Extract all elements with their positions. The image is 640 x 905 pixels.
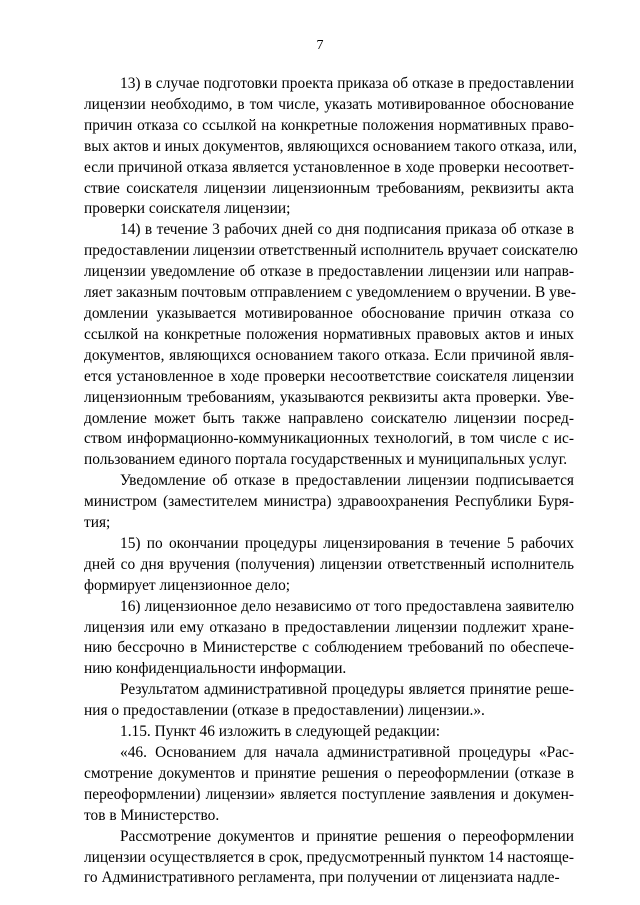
text-line: домлении указывается мотивированное обоснование причин отказа со [84, 304, 574, 322]
text-line: ния о предоставлении (отказе в предоставлении) лицензии.». [84, 702, 485, 720]
paragraph [84, 220, 578, 471]
text-line: лицензии уведомление об отказе в предоставлении лицензии или направ- [84, 263, 574, 281]
text-line: ством информационно-коммуникационных технологий, в том числе с ис- [84, 430, 574, 448]
paragraph [84, 471, 574, 534]
paragraph [84, 680, 574, 722]
text-line: ется установленное в ходе проверки несоответствие соискателя лицензии [84, 367, 574, 385]
text-line: предоставлении лицензии ответственный исполнитель вручает соискателю [84, 242, 578, 260]
text-line: лицензия или ему отказано в предоставлении лицензии подлежит хране- [84, 618, 574, 636]
text-line: тов в Министерство. [84, 806, 220, 824]
text-line: тия; [84, 514, 111, 532]
text-line: 16) лицензионное дело независимо от того предоставлена заявителю [120, 597, 574, 615]
paragraph [84, 597, 574, 681]
text-line: переоформлении) лицензии» является поступление заявления и докумен- [84, 785, 574, 803]
text-line: Рассмотрение документов и принятие решения о переоформлении [120, 827, 574, 845]
text-line: 13) в случае подготовки проекта приказа об отказе в предоставлении [120, 75, 574, 92]
paragraph [84, 534, 574, 597]
paragraph [84, 722, 574, 743]
text-line: дней со дня вручения (получения) лицензии ответственный исполнитель [84, 555, 574, 573]
text-line: 1.15. Пункт 46 изложить в следующей редакции: [120, 723, 441, 741]
text-line: причин отказа со ссылкой на конкретные положения нормативных право- [84, 116, 574, 134]
text-line: проверки соискателя лицензии; [84, 200, 291, 218]
text-line: лицензии необходимо, в том числе, указать мотивированное обоснование [84, 95, 574, 113]
document-body [84, 74, 578, 889]
text-line: пользованием единого портала государственных и муниципальных услуг. [84, 451, 568, 469]
text-line: лицензии осуществляется в срок, предусмотренный пунктом 14 настояще- [84, 848, 574, 866]
paragraph [84, 743, 574, 827]
text-line: лицензионным требованиям, указываются реквизиты акта проверки. Уве- [84, 388, 574, 406]
text-line: нию бессрочно в Министерстве с соблюдением требований по обеспече- [84, 639, 574, 657]
text-line: министром (заместителем министра) здравоохранения Республики Буря- [84, 493, 574, 511]
text-line: ляет заказным почтовым отправлением с уведомлением о вручении. В уве- [84, 284, 576, 302]
text-line: «46. Основанием для начала административной процедуры «Рас- [120, 744, 574, 761]
text-line: 14) в течение 3 рабочих дней со дня подписания приказа об отказе в [120, 221, 574, 239]
text-line: нию конфиденциальности информации. [84, 660, 347, 678]
text-line: если причиной отказа является установленное в ходе проверки несоответ- [84, 158, 574, 176]
text-line: ссылкой на конкретные положения нормативных правовых актов и иных [84, 325, 574, 343]
text-line: смотрение документов и принятие решения о переоформлении (отказе в [84, 764, 574, 782]
text-line: Уведомление об отказе в предоставлении лицензии подписывается [120, 472, 574, 490]
text-line: ствие соискателя лицензии лицензионным требованиям, реквизиты акта [84, 179, 574, 197]
text-line: домление может быть также направлено соискателю лицензии посред- [84, 409, 574, 427]
text-line: документов, являющихся основанием такого отказа. Если причиной явля- [84, 346, 574, 364]
text-line: формирует лицензионное дело; [84, 576, 291, 594]
paragraph [84, 74, 577, 220]
text-line: го Административного регламента, при получении от лицензиата надле- [84, 869, 560, 887]
text-line: 15) по окончании процедуры лицензирования в течение 5 рабочих [120, 534, 574, 552]
text-line: вых актов и иных документов, являющихся основанием такого отказа, или, [84, 137, 577, 155]
page-number: 7 [316, 38, 324, 53]
paragraph [84, 827, 574, 890]
text-line: Результатом административной процедуры является принятие реше- [120, 681, 574, 699]
